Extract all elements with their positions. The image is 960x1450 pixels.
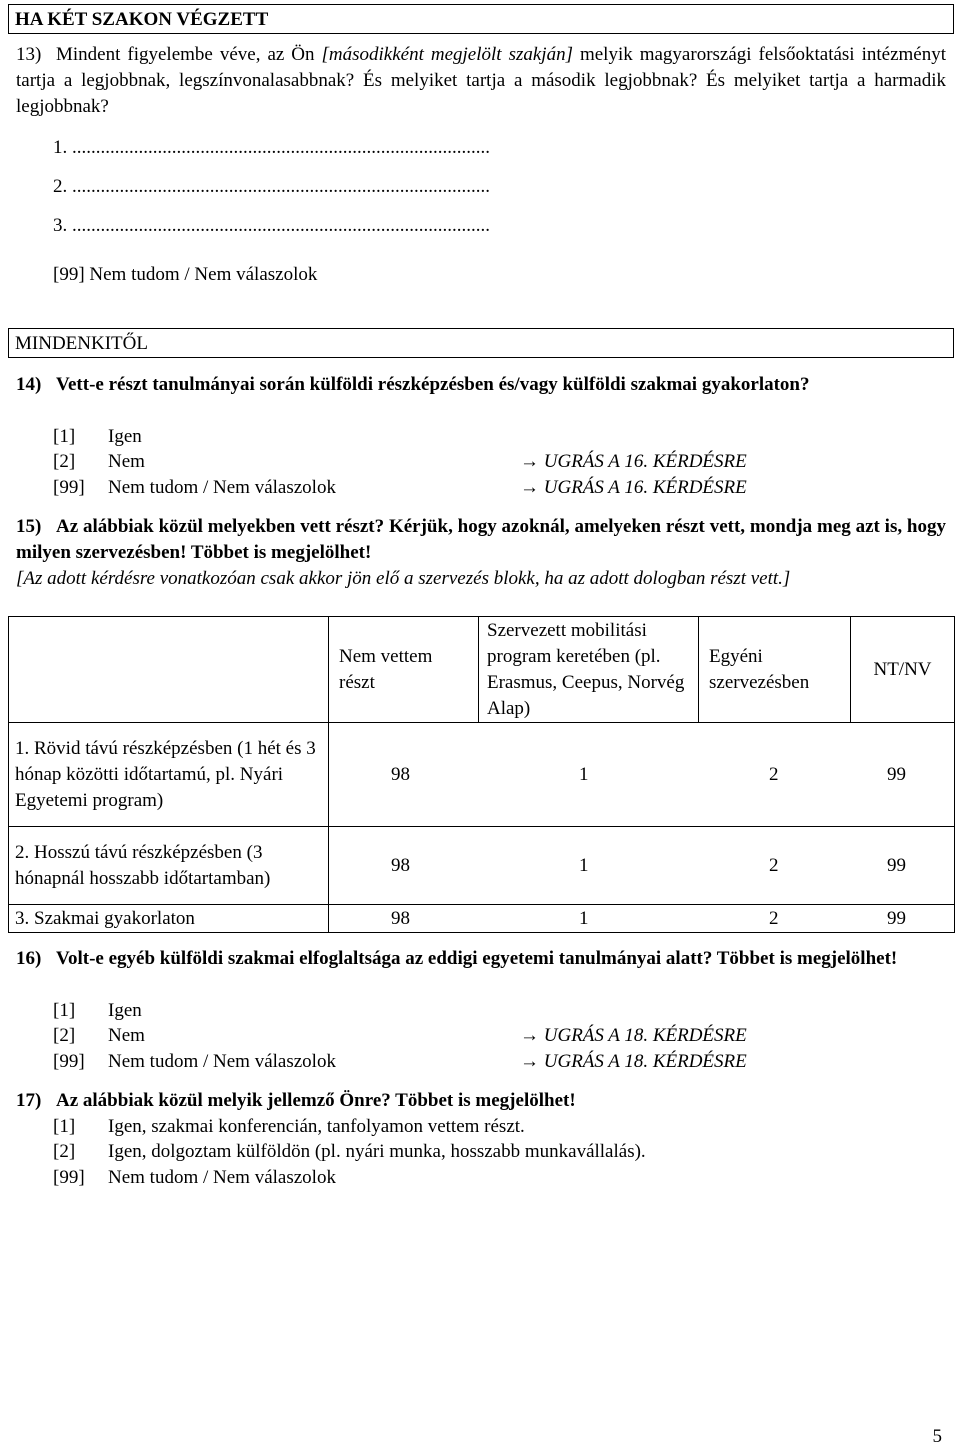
code-98[interactable]: 98 [391, 907, 410, 929]
question-15 [16, 514, 946, 566]
skip-instruction [520, 1049, 747, 1075]
question-text-placeholder: [másodikként megjelölt szakján] [321, 44, 573, 65]
row-label: 3. Szakmai gyakorlaton [9, 905, 329, 933]
question-number: 17) [16, 1090, 42, 1111]
option-code: [2] [53, 1141, 76, 1162]
table-row [9, 905, 955, 933]
answer-blank-2[interactable]: 2. ........................................................................................ [53, 176, 490, 197]
table-row [9, 723, 955, 827]
option-label: Nem tudom / Nem válaszolok [108, 1051, 336, 1072]
code-98[interactable]: 98 [391, 854, 410, 876]
table-header-row [9, 617, 955, 723]
skip-instruction [520, 449, 747, 475]
header-ntnv: NT/NV [851, 617, 955, 723]
option-code: [2] [53, 451, 76, 472]
header-empty-cell [9, 617, 329, 723]
header-szervezett: Szervezett mobilitási program keretében (pl. Erasmus, Ceepus, Norvég Alap) [479, 617, 699, 723]
question-number: 15) [16, 516, 42, 537]
question-14 [16, 372, 946, 398]
option-code: [99] [53, 477, 85, 498]
option-label: Igen [108, 1000, 142, 1021]
option-code: [2] [53, 1025, 76, 1046]
arrow-right-icon: → [520, 1051, 539, 1072]
row-codes [329, 723, 955, 827]
option-code: [1] [53, 1116, 76, 1137]
question-text: Volt-e egyéb külföldi szakmai elfoglaltsága az eddigi egyetemi tanulmányai alatt? Többet is megjelölhet! [56, 948, 898, 969]
option-label: Nem tudom / Nem válaszolok [108, 477, 336, 498]
row-label: 1. Rövid távú részképzésben (1 hét és 3 hónap közötti időtartamú, pl. Nyári Egyetemi program) [9, 723, 329, 827]
code-99[interactable]: 99 [887, 763, 906, 785]
question-number: 13) [16, 44, 42, 65]
code-2[interactable]: 2 [769, 854, 779, 876]
interviewer-note: [Az adott kérdésre vonatkozóan csak akkor jön elő a szervezés blokk, ha az adott dologban részt vett.] [16, 568, 791, 589]
header-nem-vettem: Nem vettem részt [329, 617, 479, 723]
question-text: Az alábbiak közül melyik jellemző Önre? Többet is megjelölhet! [56, 1090, 576, 1111]
question-number: 14) [16, 374, 42, 395]
question-text: Vett-e részt tanulmányai során külföldi részképzésben és/vagy külföldi szakmai gyakorlaton? [56, 374, 810, 395]
code-1[interactable]: 1 [579, 763, 589, 785]
question-text-end: melyik magyarországi felsőoktatási intézményt tartja a legjobbnak, legszínvonalasabbnak? És melyiket tartja a második legjobbnak? És melyiket tartja a harmadik legjobbnak? [16, 44, 946, 117]
option-label: Igen, dolgoztam külföldön (pl. nyári munka, hosszabb munkavállalás). [108, 1141, 646, 1162]
option-code: [99] [53, 1051, 85, 1072]
skip-text: UGRÁS A 16. KÉRDÉSRE [543, 477, 747, 498]
option-label: Nem [108, 451, 145, 472]
option-label: Nem [108, 1025, 145, 1046]
option-code: [1] [53, 1000, 76, 1021]
code-99[interactable]: 99 [887, 907, 906, 929]
option-label: Igen, szakmai konferencián, tanfolyamon vettem részt. [108, 1116, 525, 1137]
row-codes [329, 905, 955, 933]
row-label: 2. Hosszú távú részképzésben (3 hónapnál hosszabb időtartamban) [9, 827, 329, 905]
question-text: Az alábbiak közül melyekben vett részt? Kérjük, hogy azoknál, amelyeken részt vett, mondja meg azt is, hogy milyen szervezésben! Többet is megjelölhet! [16, 516, 946, 563]
option-code: [1] [53, 426, 76, 447]
q15-table [8, 616, 955, 933]
arrow-right-icon: → [520, 451, 539, 472]
arrow-right-icon: → [520, 1025, 539, 1046]
arrow-right-icon: → [520, 477, 539, 498]
code-2[interactable]: 2 [769, 907, 779, 929]
skip-text: UGRÁS A 18. KÉRDÉSRE [543, 1051, 747, 1072]
row-codes [329, 827, 955, 905]
skip-text: UGRÁS A 18. KÉRDÉSRE [543, 1025, 747, 1046]
question-text-start: Mindent figyelembe véve, az Ön [56, 44, 322, 65]
page-number: 5 [932, 1426, 942, 1447]
code-99[interactable]: 99 [887, 854, 906, 876]
dont-know-option[interactable]: [99] Nem tudom / Nem válaszolok [53, 264, 318, 285]
skip-instruction [520, 1023, 747, 1049]
option-code: [99] [53, 1167, 85, 1188]
header-egyeni: Egyéni szervezésben [699, 617, 851, 723]
table-row [9, 827, 955, 905]
section-header-ket-szak [8, 4, 954, 34]
option-label: Nem tudom / Nem válaszolok [108, 1167, 336, 1188]
answer-blank-1[interactable]: 1. ........................................................................................ [53, 137, 490, 158]
code-98[interactable]: 98 [391, 763, 410, 785]
option-label: Igen [108, 426, 142, 447]
question-17 [16, 1088, 946, 1114]
section-title: MINDENKITŐL [15, 333, 148, 354]
code-2[interactable]: 2 [769, 763, 779, 785]
question-16 [16, 946, 946, 972]
section-title: HA KÉT SZAKON VÉGZETT [15, 9, 269, 30]
question-number: 16) [16, 948, 42, 969]
section-header-mindenkitol [8, 328, 954, 358]
skip-text: UGRÁS A 16. KÉRDÉSRE [543, 451, 747, 472]
question-13 [16, 42, 946, 120]
code-1[interactable]: 1 [579, 854, 589, 876]
answer-blank-3[interactable]: 3. ........................................................................................ [53, 215, 490, 236]
code-1[interactable]: 1 [579, 907, 589, 929]
skip-instruction [520, 475, 747, 501]
